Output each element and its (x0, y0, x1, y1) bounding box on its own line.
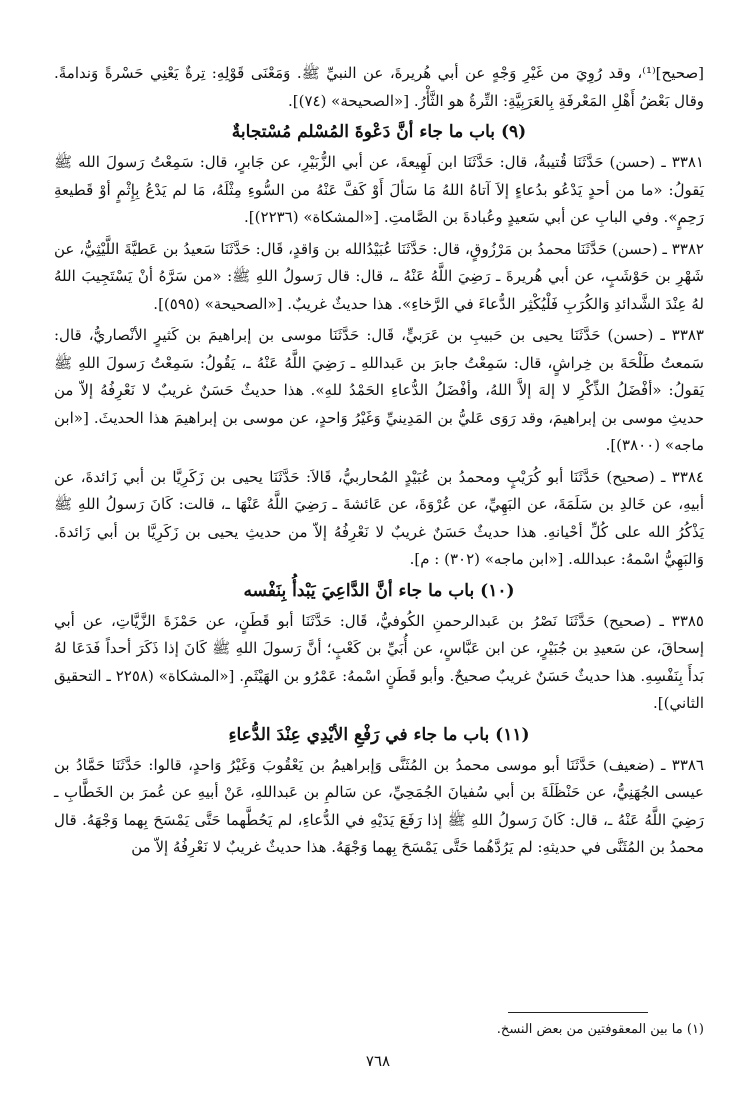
page-body (54, 60, 704, 862)
intro-paragraph: [صحيح]⁽¹⁾، وقد رُوِيَ من غَيْرِ وَجْهٍ عن أبي هُريرةَ، عن النبيِّ ﷺ. وَمَعْنَى قَوْلِهِ: تِرةٌ يَعْنِي حَسْرةً وَندامةً. وقال بَعْضُ أَهْلِ المَعْرفَةِ بِالعَرَبِيَّةِ: التِّرةُ هو الثَّأْرُ. [«الصحيحة» (٧٤)]. (54, 64, 704, 110)
hadith-3384: ٣٣٨٤ ـ (صحيح) حَدَّثَنَا أبو كُرَيْبٍ ومحمدُ بن عُبَيْدٍ المُحاربيُّ، قَالاَ: حَدَّثَنَا يحيى بن زَكَرِيَّا بن أبي زَائدةَ، عن أبيهِ، عن خَالدِ بن سَلَمَةَ، عن البَهِيِّ، عن عُرْوَةَ، عن عَائشةَ ـ رَضِيَ اللَّهُ عَنْهَا ـ، قالت: كَانَ رَسولُ اللهِ ﷺ يَذْكُرُ الله على كُلِّ أحْيانهِ. هذا حديثٌ حَسَنٌ غريبٌ لا نَعْرِفُهُ إلاّ من حديثِ يحيى بن زَكَرِيَّا بن أبي زَائدةَ. وَالبَهِيُّ اسْمهُ: عبدالله. [«ابن ماجه» (٣٠٢) : م]. (54, 467, 704, 568)
footnote: (١) ما بين المعقوفتين من بعض النسخ. (496, 1022, 704, 1037)
chapter-heading-9: (٩) باب ما جاء أنَّ دَعْوةَ المُسْلم مُسْتجابةٌ (231, 122, 527, 142)
hadith-3381: ٣٣٨١ ـ (حسن) حَدَّثَنَا قُتيبةُ، قال: حَدَّثَنَا ابن لَهِيعةَ، عن أبي الزُّبَيْرِ، عن جَابرٍ، قال: سَمِعْتُ رَسولَ الله ﷺ يَقولُ: «ما من أحدٍ يَدْعُو بدُعاءٍ إلاَ آتاهُ اللهُ مَا سَألَ أَوْ كَفَّ عَنْهُ من السُّوءِ مِثْلَهُ، مَا لم يَدْعُ بِإِثْمٍ أوْ قَطيعةِ رَحِمٍ». وفي البابِ عن أبي سَعيدٍ وعُبادةَ بن الصَّامتِ. [«المشكاة» (٢٢٣٦)]. (54, 153, 704, 226)
hadith-3385: ٣٣٨٥ ـ (صحيح) حَدَّثَنَا نَصْرُ بن عَبدالرحمنِ الكُوفيُّ، قَال: حَدَّثَنَا أبو قَطَنٍ، عن حَمْزَةَ الزَّيَّاتِ، عن أبي إسحاقَ، عن سَعيدِ بن جُبَيْرٍ، عن ابن عَبَّاسٍ، عن أُبَيِّ بن كَعْبٍ؛ أنَّ رَسولَ اللهِ ﷺ كَانَ إذا ذَكَرَ أحداً فَدَعَا لهُ بَدأَ بِنَفْسِهِ. هذا حديثٌ حَسَنٌ غريبٌ صحيحٌ. وأبو قَطَنٍ اسْمهُ: عَمْرُو بن الهَيْثَمِ. [«المشكاة» (٢٢٥٨ ـ التحقيق الثاني)]. (54, 611, 704, 712)
chapter-heading-11: (١١) باب ما جاء في رَفْعِ الأيْدِي عِنْدَ الدُّعاءِ (228, 724, 530, 745)
footnote-divider (508, 1012, 648, 1013)
hadith-3383: ٣٣٨٣ ـ (حسن) حَدَّثَنَا يحيى بن حَبيبِ بن عَرَبيٍّ، قَال: حَدَّثَنَا موسى بن إبراهيمَ بن كَثيرٍ الأنْصاريُّ، قال: سَمعتُ طَلْحَةَ بن خِراشٍ، قال: سَمِعْتُ جابرَ بن عَبداللهِ ـ رَضِيَ اللَّهُ عَنْهُ ـ، يَقُولُ: سَمِعْتُ رَسولَ اللهِ ﷺ يَقولُ: «أفْضَلُ الذِّكْرِ لا إلهَ إلاَّ اللهُ، وأفْضَلُ الدُّعاءِ الحَمْدُ للهِ». هذا حديثٌ حَسَنٌ غريبٌ لا نَعْرِفُهُ إلاّ من حديثِ موسى بن إبراهيمَ، وقد رَوَى عَليُّ بن المَدِينيِّ وَغَيْرُ وَاحدٍ، عن موسى بن إبراهيمَ هذا الحديثَ. [«ابن ماجه» (٣٨٠٠)]. (54, 326, 704, 454)
page-number: ٧٦٨ (365, 1052, 391, 1070)
chapter-heading-10: (١٠) باب ما جاء أنَّ الدَّاعِيَ يَبْدأُ بِنَفْسه (243, 580, 515, 601)
hadith-3386: ٣٣٨٦ ـ (ضعيف) حَدَّثَنَا أبو موسى محمدُ بن المُثَنَّى وَإبراهيمُ بن يَعْقُوبَ وَغَيْرُ وَاحدٍ، قالوا: حَدَّثَنَا حَمَّادُ بن عيسى الجُهَنِيُّ، عن حَنْظَلَةَ بن أبي سُفيانَ الجُمَحِيِّ، عن سَالمِ بن عَبداللهِ، عَنْ أبيهِ عن عُمرَ بن الخَطَّابِ ـ رَضِيَ اللَّهُ عَنْهُ ـ، قال: كَانَ رَسولُ اللهِ ﷺ إذا رَفَعَ يَدَيْهِ في الدُّعاءِ، لم يَحُطَّهما حَتَّى يَمْسَحَ بِهما وَجْهَهُ. قال محمدُ بن المُثَنَّى في حديثهِ: لم يَرُدَّهُما حَتَّى يَمْسَحَ بِهما وَجْهَهُ. هذا حديثٌ غريبٌ لا نَعْرِفُهُ إلاّ من (54, 755, 704, 856)
hadith-3382: ٣٣٨٢ ـ (حسن) حَدَّثَنَا محمدُ بن مَرْزُوقٍ، قال: حَدَّثَنَا عُبَيْدُالله بن وَاقدٍ، قَال: حَدَّثَنَا سَعيدُ بن عَطيَّةَ اللَّيْثِيُّ، عن شَهْرِ بن حَوْشَبٍ، عن أبي هُريرةَ ـ رَضِيَ اللَّهُ عَنْهُ ـ، قال: قال رَسولُ اللهِ ﷺ: «من سَرَّهُ أنْ يَسْتَجِيبَ اللهُ لهُ عِنْدَ الشَّدائدِ وَالكُرَبِ فَلْيُكْثِر الدُّعاءَ في الرَّخاءِ». هذا حديثٌ غريبٌ. [«الصحيحة» (٥٩٥)]. (54, 239, 704, 313)
